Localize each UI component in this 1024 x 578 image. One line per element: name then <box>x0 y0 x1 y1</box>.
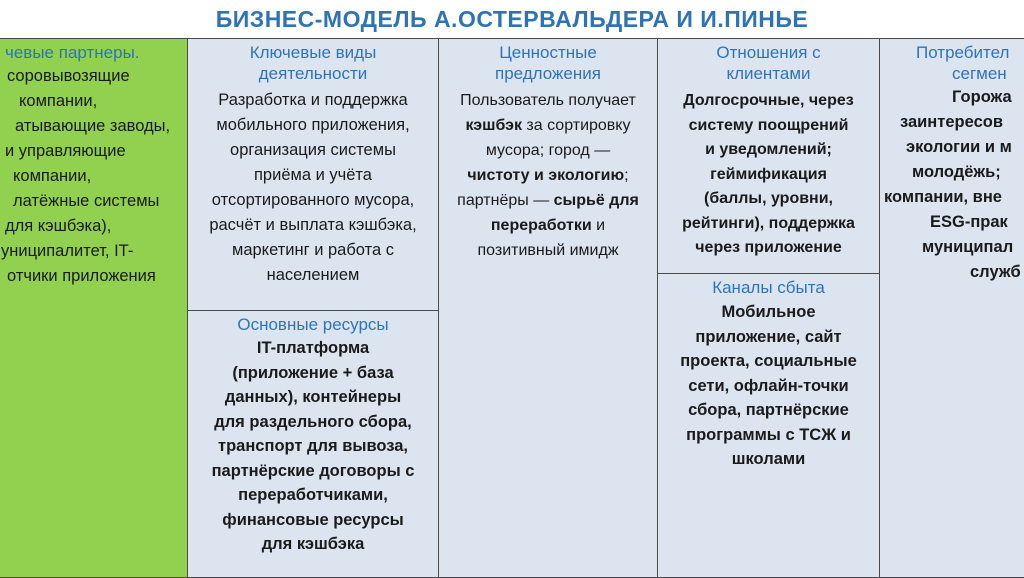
list-item: для кэшбэка), <box>5 217 112 235</box>
customer-segments-cell <box>879 38 1024 578</box>
customer-segments-heading: Потребител сегмен <box>916 43 1010 83</box>
text-line: расчёт и выплата кэшбэка, <box>209 216 417 234</box>
text-line: переработчиками, <box>238 486 388 504</box>
text-line: организация системы <box>230 141 396 159</box>
value-propositions-cell <box>438 38 658 578</box>
text-line: Горожа <box>952 88 1012 106</box>
text-line: переработки и <box>490 217 606 234</box>
key-activities-cell <box>187 38 439 311</box>
text-line: школами <box>731 450 806 468</box>
text-line: проекта, социальные <box>680 352 857 370</box>
key-resources-cell <box>187 310 439 578</box>
customer-relationships-cell <box>657 38 880 274</box>
text-line: сбора, партнёрские <box>688 401 849 419</box>
key-partners-heading: чевые партнеры. <box>5 43 140 62</box>
list-item: униципалитет, IT- <box>1 242 134 260</box>
text-line: для раздельного сбора, <box>214 412 412 431</box>
list-item: отчики приложения <box>7 267 156 285</box>
page-title: БИЗНЕС-МОДЕЛЬ А.ОСТЕРВАЛЬДЕРА И И.ПИНЬЕ <box>215 6 809 32</box>
key-activities-heading: Ключевые виды деятельности <box>249 43 377 83</box>
text-line: для кэшбэка <box>261 535 365 553</box>
text-line: экологии и м <box>906 138 1012 156</box>
text-line: партнёрские договоры с <box>211 461 415 480</box>
channels-cell <box>657 273 880 578</box>
text-line: Пользователь получает <box>460 92 636 109</box>
text-line: партнёры — сырьё для <box>457 192 639 209</box>
customer-relationships-text <box>658 89 879 261</box>
value-propositions-text <box>439 88 657 263</box>
text-line: муниципал <box>922 238 1014 256</box>
text-line: (приложение + база <box>232 363 394 382</box>
channels-text <box>658 300 879 472</box>
list-item: соровывозящие <box>7 67 130 85</box>
key-partners-list <box>0 64 187 289</box>
list-item: компании, <box>19 92 98 110</box>
text-line: IT-платформа <box>256 339 370 357</box>
text-line: мобильного приложения, <box>216 116 410 134</box>
value-propositions-heading: Ценностные предложения <box>495 43 601 83</box>
text-line: чистоту и экологию; <box>467 167 629 184</box>
key-resources-heading: Основные ресурсы <box>237 315 389 334</box>
text-line: транспорт для вывоза, <box>218 437 408 455</box>
text-line: данных), контейнеры <box>224 388 402 406</box>
key-partners-cell <box>0 38 188 578</box>
channels-heading: Каналы сбыта <box>712 278 825 297</box>
text-line: через приложение <box>695 239 842 256</box>
text-line: рейтинги), поддержка <box>682 214 855 232</box>
text-line: маркетинг и работа с <box>231 241 395 259</box>
text-line: заинтересов <box>900 113 1003 131</box>
text-line: приложение, сайт <box>695 327 842 346</box>
text-line: позитивный имидж <box>477 242 619 259</box>
text-line: сети, офлайн-точки <box>688 376 849 395</box>
text-line: молодёжь; <box>912 163 1001 181</box>
text-line: геймификация <box>710 165 827 183</box>
text-line: финансовые ресурсы <box>222 510 404 529</box>
text-line: (баллы, уровни, <box>703 190 833 207</box>
text-line: Долгосрочные, через <box>683 92 854 109</box>
customer-relationships-heading: Отношения с клиентами <box>716 43 821 83</box>
text-line: систему поощрений <box>688 116 849 134</box>
text-line: отсортированного мусора, <box>211 191 415 209</box>
key-resources-text <box>188 336 438 557</box>
key-activities-text <box>188 88 438 288</box>
text-line: населением <box>266 266 360 284</box>
text-line: кэшбэк за сортировку <box>465 117 631 134</box>
list-item: и управляющие <box>5 142 126 160</box>
list-item: компании, <box>13 167 92 185</box>
text-line: ESG-прак <box>930 213 1008 231</box>
list-item: латёжные системы <box>13 192 160 210</box>
text-line: компании, вне <box>884 188 1002 206</box>
text-line: программы с ТСЖ и <box>686 425 851 444</box>
text-line: Разработка и поддержка <box>218 91 408 109</box>
text-line: мусора; город — <box>485 142 611 159</box>
text-line: Мобильное <box>721 303 816 321</box>
text-line: и уведомлений; <box>705 141 832 158</box>
text-line: приёма и учёта <box>254 166 372 184</box>
customer-segments-text <box>880 85 1024 285</box>
text-line: служб <box>970 263 1021 281</box>
list-item: атывающие заводы, <box>15 117 171 135</box>
